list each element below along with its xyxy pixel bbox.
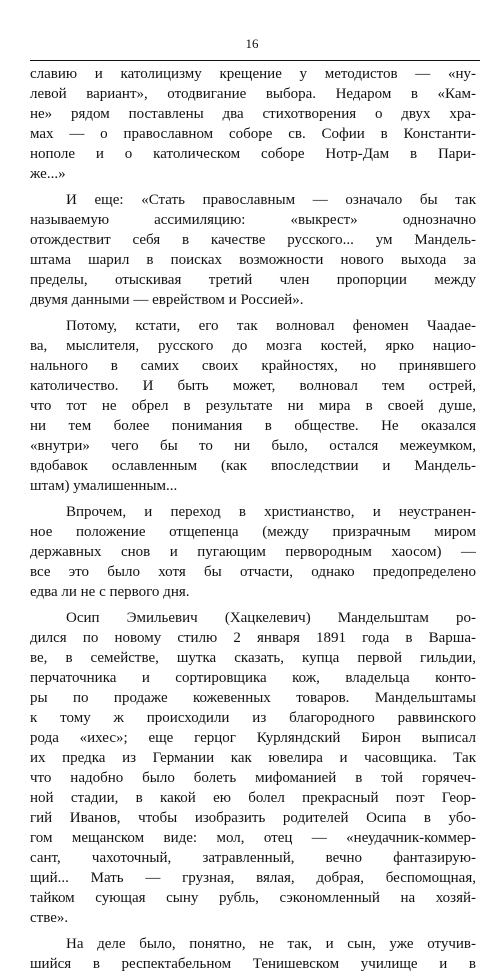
- text-line: Осип Эмильевич (Хацкелевич) Мандельштам ро-: [66, 610, 476, 626]
- text-line: пределы, отыскивая третий член пропорции между: [30, 272, 476, 288]
- text-line: рода «ихес»; еще герцог Курляндский Бирон выписал: [30, 730, 476, 746]
- text-line: нального в самих своих крайностях, но принявшего: [30, 358, 476, 374]
- text-line: левой вариант», отодвигание выбора. Недаром в «Кам-: [30, 86, 476, 102]
- text-line: штам) умалишенным...: [30, 478, 178, 494]
- text-column: [30, 64, 476, 974]
- text-line: ное положение отщепенца (между призрачным миром: [30, 524, 476, 540]
- text-line: гом мещанском виде: мол, отец — «неудачник-коммер-: [30, 830, 476, 846]
- header-rule: [30, 60, 480, 61]
- text-line: На деле было, понятно, не так, и сын, уже отучив-: [66, 936, 476, 952]
- text-line: их предка из Германии как ювелира и часовщика. Так: [30, 750, 476, 766]
- text-line: нополе и о католическом соборе Нотр-Дам в Пари-: [30, 146, 476, 162]
- text-line: двумя данными — еврейством и Россией».: [30, 292, 304, 308]
- text-line: перчаточника и сортировщика кож, владельца конто-: [30, 670, 476, 686]
- text-line: что тот не обрел в результате ни мира в своей душе,: [30, 398, 476, 414]
- text-line: дился по новому стилю 2 января 1891 года в Варша-: [30, 630, 476, 646]
- paragraph: [30, 608, 476, 928]
- text-line: державных снов и пугающим первородным хаосом) —: [30, 544, 476, 560]
- text-line: ва, мыслителя, русского до мозга костей, ярко нацио-: [30, 338, 476, 354]
- text-line: все это было хотя бы отчасти, однако предопределено: [30, 564, 476, 580]
- text-line: мах — о православном соборе св. Софии в Константи-: [30, 126, 476, 142]
- text-line: Впрочем, и переход в христианство, и неустранен-: [66, 504, 476, 520]
- paragraph: [30, 64, 476, 184]
- text-line: к тому ж происходили из благородного раввинского: [30, 710, 476, 726]
- text-line: славию и католицизму крещение у методистов — «ну-: [30, 66, 476, 82]
- text-line: едва ли не с первого дня.: [30, 584, 190, 600]
- text-line: ни тем более понимания в обществе. Не оказался: [30, 418, 476, 434]
- text-line: не» рядом поставлены два стихотворения о двух хра-: [30, 106, 476, 122]
- text-line: вдобавок ославленным (как впоследствии и Мандель-: [30, 458, 476, 474]
- text-line: гий Иванов, чтобы изобразить родителей Осипа в убо-: [30, 810, 476, 826]
- text-line: щий... Мать — грузная, вялая, добрая, беспомощная,: [30, 870, 476, 886]
- text-line: называемую ассимиляцию: «выкрест» однозначно: [30, 212, 476, 228]
- paragraph: [30, 934, 476, 974]
- text-line: ры по продаже кожевенных товаров. Мандельштамы: [30, 690, 476, 706]
- text-line: отождествит себя в качестве русского... ум Мандель-: [30, 232, 476, 248]
- text-line: «внутри» чего бы то ни было, остался межеумком,: [30, 438, 476, 454]
- text-line: ве, в семействе, шутка сказать, купца первой гильдии,: [30, 650, 476, 666]
- text-line: тайком сующая сыну рубль, сэкономленный на хозяй-: [30, 890, 476, 906]
- text-line: ной стадии, в какой ею болел прекрасный поэт Геор-: [30, 790, 476, 806]
- text-line: И еще: «Стать православным — означало бы так: [66, 192, 476, 208]
- text-line: штама шарил в поисках возможности нового выхода за: [30, 252, 476, 268]
- page-number: 16: [245, 36, 259, 51]
- text-line: стве».: [30, 910, 69, 926]
- text-line: сант, чахоточный, затравленный, вечно фантазирую-: [30, 850, 476, 866]
- paragraph: [30, 190, 476, 310]
- paragraph: [30, 316, 476, 496]
- text-line: же...»: [30, 166, 66, 182]
- text-line: католичество. И быть может, волновал тем острей,: [30, 378, 476, 394]
- text-line: шийся в респектабельном Тенишевском училище и в: [30, 956, 476, 972]
- paragraph: [30, 502, 476, 602]
- text-line: Потому, кстати, его так волновал феномен Чаадае-: [66, 318, 476, 334]
- text-line: что надобно было болеть мифоманией в той горячеч-: [30, 770, 476, 786]
